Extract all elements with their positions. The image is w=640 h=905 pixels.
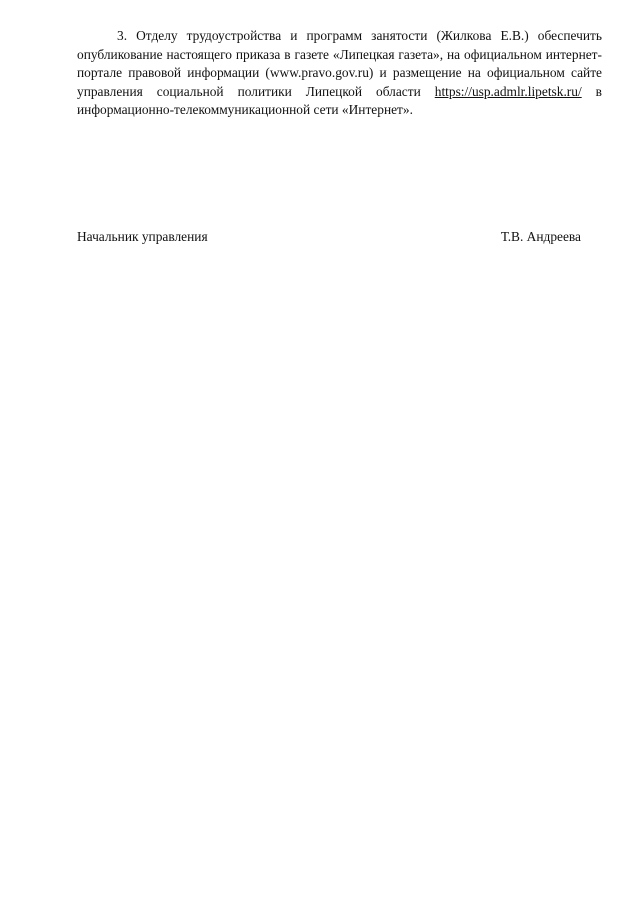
- signatory-name: Т.В. Андреева: [500, 229, 581, 244]
- paragraph-item-3: [77, 27, 602, 120]
- paragraph-text-end: в информационно-телекоммуникационной сети «Интернет».: [77, 83, 602, 118]
- paragraph-text-start: 3. Отделу трудоустройства и программ занятости (Жилкова Е.В.) обеспечить опубликование настоящего приказа в газете «Липецкая газета», на официальном интернет-портале правовой информации (www.pravo.gov.ru) и размещение на официальном сайте управления социальной политики Липецкой области: [77, 28, 602, 99]
- signatory-position: Начальник управления: [77, 229, 208, 244]
- signature-block: [77, 228, 581, 246]
- usp-website-link[interactable]: https://usp.admlr.lipetsk.ru/: [434, 83, 582, 99]
